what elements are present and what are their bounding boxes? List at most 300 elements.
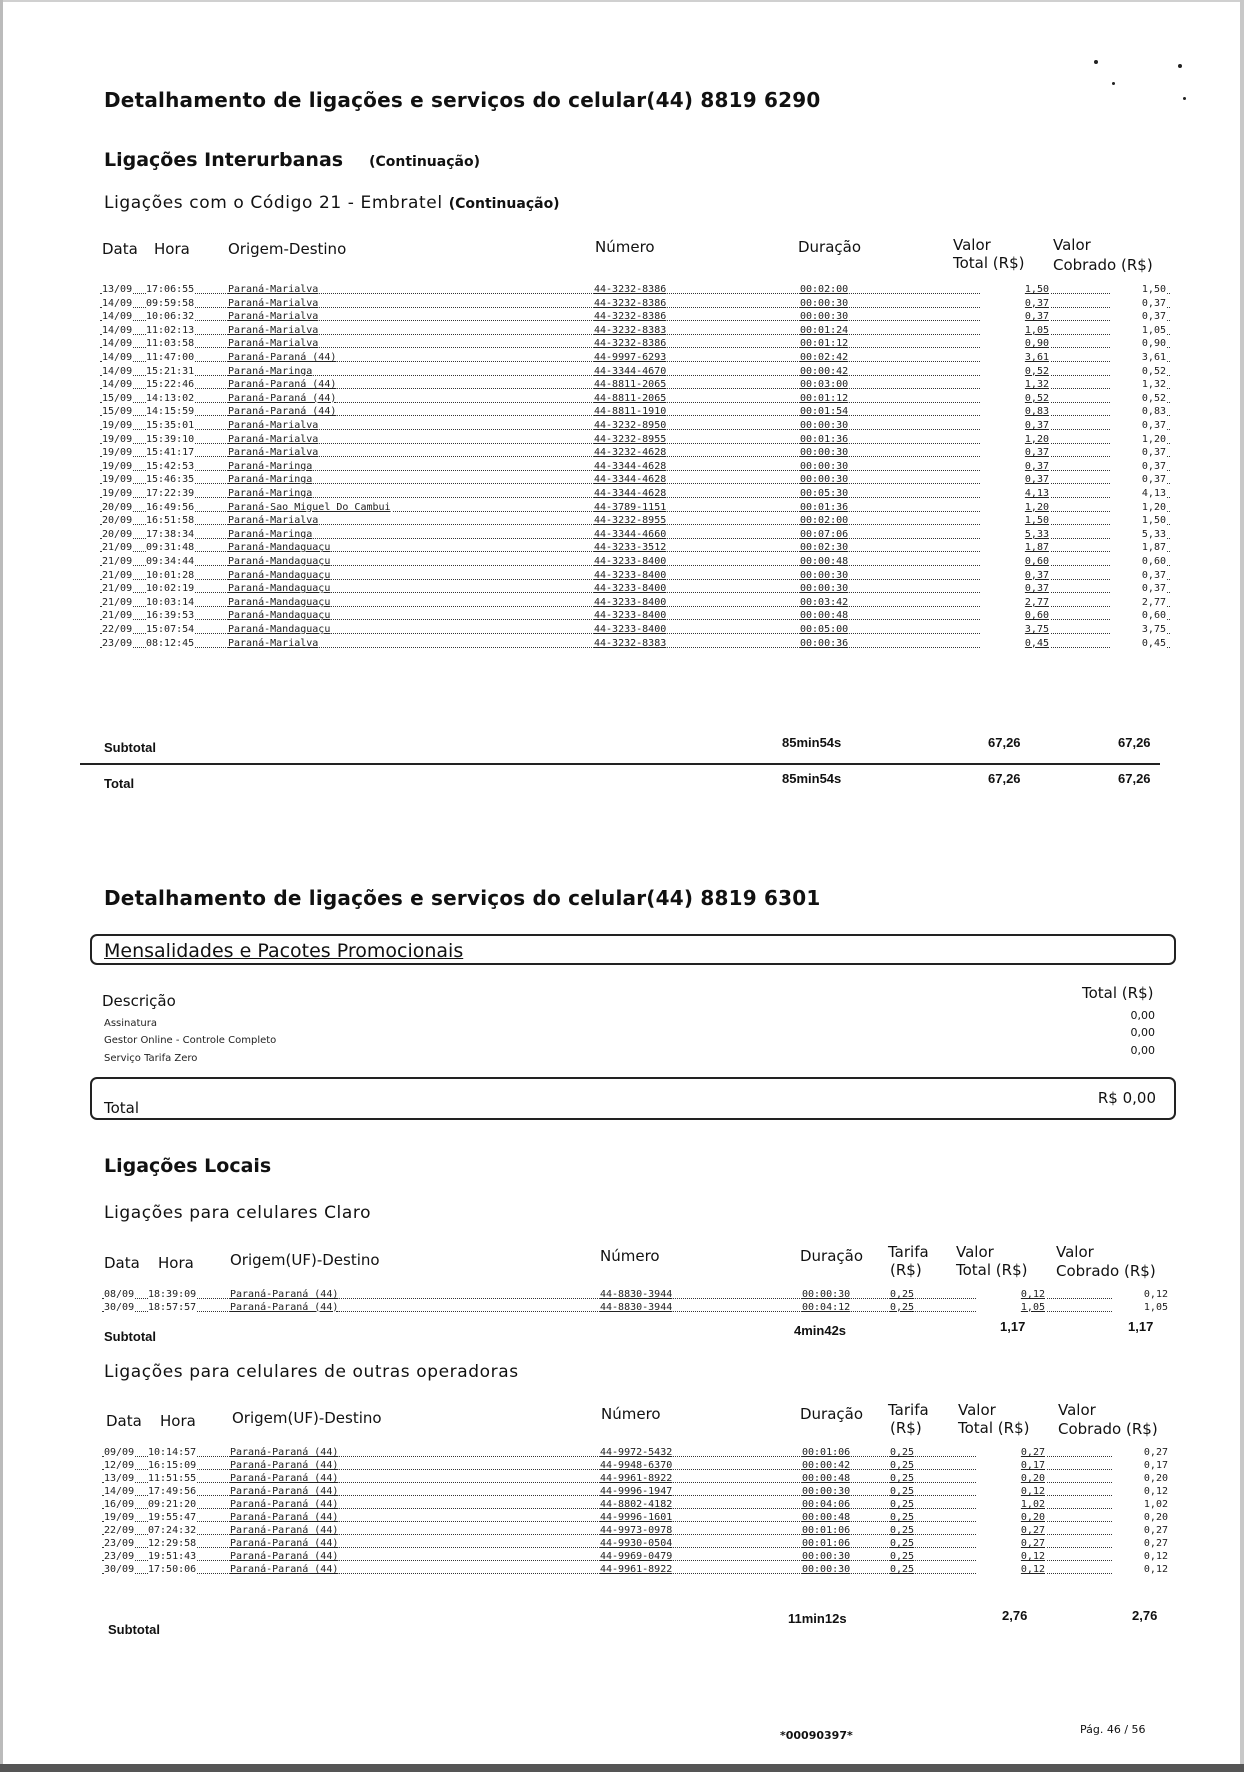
mensalidade-item-desc: Gestor Online - Controle Completo	[104, 1035, 277, 1046]
call-charged-value: 2,77	[1110, 596, 1167, 609]
call-row	[100, 419, 1170, 433]
call-origin-destination: Paraná-Mandaguaçu	[228, 583, 331, 595]
call-time: 11:02:13	[146, 324, 195, 336]
call-number: 44-3232-8955	[594, 433, 667, 445]
col-header-numero: Número	[601, 1405, 661, 1423]
call-total-value: 0,52	[980, 365, 1050, 378]
call-charged-value: 0,27	[1112, 1446, 1169, 1459]
call-origin-destination: Paraná-Marialva	[228, 433, 319, 445]
col-header-valor-total-2: Total (R$)	[953, 254, 1025, 272]
call-time: 18:39:09	[148, 1289, 197, 1300]
call-charged-value: 1,50	[1110, 283, 1167, 296]
call-date: 20/09	[102, 528, 133, 540]
call-date: 14/09	[102, 365, 133, 377]
col-header-hora: Hora	[154, 240, 190, 258]
call-charged-value: 4,13	[1110, 487, 1167, 500]
call-origin-destination: Paraná-Mandaguaçu	[228, 624, 331, 635]
section1-total-rule	[80, 763, 1160, 765]
claro-subtotal-label: Subtotal	[104, 1329, 156, 1344]
call-time: 14:13:02	[146, 392, 195, 404]
call-total-value: 0,52	[980, 392, 1050, 405]
call-origin-destination: Paraná-Marialva	[228, 297, 319, 309]
call-row	[100, 310, 1170, 324]
call-charged-value: 1,02	[1112, 1498, 1169, 1511]
call-number: 44-3232-8386	[594, 297, 667, 309]
call-charged-value: 0,37	[1110, 569, 1167, 582]
call-rate: 0,25	[890, 1473, 915, 1484]
call-origin-destination: Paraná-Mandaguaçu	[228, 556, 331, 567]
call-date: 14/09	[102, 311, 133, 323]
call-number: 44-9996-1601	[600, 1512, 673, 1523]
call-duration: 00:05:00	[800, 624, 849, 635]
call-total-value: 5,33	[980, 528, 1050, 541]
call-total-value: 0,12	[976, 1563, 1046, 1576]
call-number: 44-3344-4660	[594, 528, 667, 540]
call-rate: 0,25	[890, 1447, 915, 1458]
call-number: 44-3233-8400	[594, 556, 667, 567]
call-total-value: 3,75	[980, 623, 1050, 636]
scan-edge-top	[0, 0, 1244, 2]
call-time: 16:51:58	[146, 515, 195, 527]
call-date: 19/09	[102, 447, 133, 459]
call-duration: 00:03:00	[800, 379, 849, 391]
call-charged-value: 0,37	[1110, 460, 1167, 473]
call-row	[102, 1446, 1168, 1460]
call-time: 09:59:58	[146, 297, 195, 309]
call-origin-destination: Paraná-Maringa	[228, 474, 313, 486]
call-date: 14/09	[102, 297, 133, 309]
call-time: 11:03:58	[146, 338, 195, 350]
col-header-tarifa-1: Tarifa	[888, 1401, 929, 1419]
section1-group-text: Ligações com o Código 21 - Embratel	[104, 193, 443, 213]
call-origin-destination: Paraná-Marialva	[228, 284, 319, 295]
call-charged-value: 1,05	[1112, 1301, 1169, 1314]
call-row	[100, 487, 1170, 501]
call-charged-value: 1,20	[1110, 501, 1167, 514]
call-number: 44-8811-2065	[594, 379, 667, 391]
call-origin-destination: Paraná-Paraná (44)	[228, 352, 337, 363]
call-duration: 00:02:00	[800, 284, 849, 295]
call-charged-value: 1,87	[1110, 541, 1167, 554]
call-row	[102, 1485, 1168, 1499]
mensalidades-total-header: Total (R$)	[1082, 984, 1154, 1002]
call-number: 44-9961-8922	[600, 1564, 673, 1575]
call-row	[102, 1472, 1168, 1486]
call-origin-destination: Paraná-Paraná (44)	[230, 1460, 339, 1471]
call-number: 44-9930-0504	[600, 1538, 673, 1549]
call-total-value: 0,83	[980, 405, 1050, 418]
call-charged-value: 0,12	[1112, 1550, 1169, 1563]
call-charged-value: 0,27	[1112, 1537, 1169, 1550]
call-total-value: 0,20	[976, 1511, 1046, 1524]
col-header-valor-total-1: Valor	[953, 236, 991, 254]
call-number: 44-3233-8400	[594, 583, 667, 595]
call-number: 44-3233-8400	[594, 569, 667, 581]
call-time: 17:06:55	[146, 284, 195, 295]
col-header-valor-cobrado-1: Valor	[1058, 1401, 1096, 1419]
col-header-origem: Origem(UF)-Destino	[232, 1409, 382, 1427]
call-row	[102, 1550, 1168, 1564]
call-time: 10:02:19	[146, 583, 195, 595]
call-total-value: 0,12	[976, 1550, 1046, 1563]
call-time: 09:31:48	[146, 542, 195, 554]
call-total-value: 0,37	[980, 473, 1050, 486]
call-date: 08/09	[104, 1289, 135, 1300]
call-origin-destination: Paraná-Marialva	[228, 311, 319, 323]
call-number: 44-3232-8383	[594, 637, 667, 649]
call-charged-value: 0,37	[1110, 419, 1167, 432]
mensalidades-desc-header: Descrição	[102, 992, 176, 1010]
col-header-duracao: Duração	[800, 1247, 864, 1265]
call-rate: 0,25	[890, 1486, 915, 1497]
call-charged-value: 0,37	[1110, 446, 1167, 459]
col-header-valor-cobrado-1: Valor	[1056, 1243, 1094, 1261]
call-origin-destination: Paraná-Maringa	[228, 528, 313, 540]
scan-edge-bottom	[0, 1764, 1244, 1772]
mensalidades-box	[90, 934, 1176, 965]
call-total-value: 0,27	[976, 1524, 1046, 1537]
col-header-tarifa-1: Tarifa	[888, 1243, 929, 1261]
call-number: 44-8811-2065	[594, 392, 667, 404]
call-total-value: 1,32	[980, 378, 1050, 391]
call-charged-value: 0,52	[1110, 365, 1167, 378]
call-duration: 00:00:48	[802, 1473, 851, 1484]
call-duration: 00:00:30	[800, 474, 849, 486]
call-origin-destination: Paraná-Marialva	[228, 420, 319, 431]
scan-speck	[1112, 82, 1115, 85]
call-number: 44-3232-8950	[594, 420, 667, 431]
call-row	[100, 446, 1170, 460]
call-duration: 00:01:06	[802, 1447, 851, 1458]
call-row	[100, 378, 1170, 392]
call-charged-value: 0,37	[1110, 297, 1167, 310]
call-date: 30/09	[104, 1301, 135, 1313]
call-duration: 00:00:42	[800, 365, 849, 377]
section1-subtotal-valor-total: 67,26	[988, 735, 1021, 750]
call-duration: 00:01:06	[802, 1525, 851, 1536]
call-duration: 00:01:06	[802, 1538, 851, 1549]
call-origin-destination: Paraná-Sao Miguel Do Cambui	[228, 501, 391, 513]
call-date: 21/09	[102, 583, 133, 595]
scan-speck	[1183, 97, 1186, 100]
call-total-value: 0,27	[976, 1446, 1046, 1459]
call-charged-value: 5,33	[1110, 528, 1167, 541]
call-row	[100, 297, 1170, 311]
section1-total-duracao: 85min54s	[782, 771, 842, 786]
call-time: 12:29:58	[148, 1538, 197, 1549]
col-header-origem: Origem(UF)-Destino	[230, 1251, 380, 1269]
call-row	[100, 569, 1170, 583]
call-total-value: 0,20	[976, 1472, 1046, 1485]
call-duration: 00:00:30	[800, 297, 849, 309]
call-total-value: 0,60	[980, 555, 1050, 568]
call-date: 21/09	[102, 556, 133, 567]
call-total-value: 0,27	[976, 1537, 1046, 1550]
call-date: 21/09	[102, 610, 133, 622]
call-total-value: 3,61	[980, 351, 1050, 364]
call-time: 15:39:10	[146, 433, 195, 445]
call-origin-destination: Paraná-Marialva	[228, 637, 319, 649]
section1-title: Detalhamento de ligações e serviços do celular(44) 8819 6290	[104, 88, 821, 112]
call-row	[100, 324, 1170, 338]
call-duration: 00:01:54	[800, 406, 849, 418]
call-row	[100, 433, 1170, 447]
outras-subtotal-valor-cobrado: 2,76	[1132, 1608, 1158, 1623]
call-number: 44-8802-4182	[600, 1499, 673, 1510]
call-date: 12/09	[104, 1460, 135, 1471]
call-duration: 00:00:30	[800, 460, 849, 472]
call-rate: 0,25	[890, 1289, 915, 1300]
document-code: *00090397*	[780, 1729, 853, 1742]
call-date: 14/09	[102, 324, 133, 336]
call-duration: 00:00:30	[802, 1551, 851, 1562]
call-charged-value: 1,50	[1110, 514, 1167, 527]
call-date: 14/09	[104, 1486, 135, 1497]
call-total-value: 0,60	[980, 609, 1050, 622]
call-duration: 00:01:36	[800, 501, 849, 513]
col-header-data: Data	[104, 1254, 140, 1272]
call-time: 10:01:28	[146, 569, 195, 581]
call-date: 09/09	[104, 1447, 135, 1458]
call-total-value: 1,20	[980, 501, 1050, 514]
section3-title: Ligações Locais	[104, 1155, 272, 1177]
call-rate: 0,25	[890, 1460, 915, 1471]
call-charged-value: 0,20	[1112, 1511, 1169, 1524]
call-number: 44-3344-4628	[594, 488, 667, 499]
call-date: 16/09	[104, 1499, 135, 1510]
call-date: 15/09	[102, 392, 133, 404]
mensalidade-item-value: 0,00	[1130, 1044, 1155, 1057]
call-time: 16:39:53	[146, 610, 195, 622]
section1-total-valor-total: 67,26	[988, 771, 1021, 786]
call-duration: 00:04:12	[802, 1301, 851, 1313]
call-total-value: 0,37	[980, 446, 1050, 459]
call-duration: 00:00:48	[802, 1512, 851, 1523]
call-time: 17:22:39	[146, 488, 195, 499]
call-row	[100, 528, 1170, 542]
call-charged-value: 0,12	[1112, 1288, 1169, 1301]
call-rate: 0,25	[890, 1525, 915, 1536]
col-header-valor-cobrado-2: Cobrado (R$)	[1053, 256, 1153, 274]
call-rate: 0,25	[890, 1301, 915, 1313]
call-duration: 00:00:30	[802, 1486, 851, 1497]
call-origin-destination: Paraná-Paraná (44)	[230, 1512, 339, 1523]
call-row	[102, 1563, 1168, 1577]
call-number: 44-3232-8386	[594, 338, 667, 350]
call-origin-destination: Paraná-Paraná (44)	[230, 1301, 339, 1313]
call-time: 17:49:56	[148, 1486, 197, 1497]
call-date: 23/09	[102, 637, 133, 649]
call-charged-value: 0,37	[1110, 582, 1167, 595]
call-charged-value: 1,20	[1110, 433, 1167, 446]
call-time: 19:55:47	[148, 1512, 197, 1523]
scan-edge-left	[0, 0, 3, 1772]
section2-title: Detalhamento de ligações e serviços do celular(44) 8819 6301	[104, 886, 821, 910]
call-charged-value: 0,37	[1110, 473, 1167, 486]
call-time: 10:14:57	[148, 1447, 197, 1458]
call-duration: 00:00:30	[800, 447, 849, 459]
call-number: 44-3232-8386	[594, 311, 667, 323]
call-duration: 00:01:12	[800, 338, 849, 350]
call-origin-destination: Paraná-Marialva	[228, 338, 319, 350]
call-time: 17:38:34	[146, 528, 195, 540]
section1-group-cont: (Continuação)	[448, 196, 560, 212]
call-row	[100, 555, 1170, 569]
call-total-value: 0,12	[976, 1485, 1046, 1498]
mensalidade-item-desc: Serviço Tarifa Zero	[104, 1053, 198, 1064]
call-date: 23/09	[104, 1538, 135, 1549]
section1-subtotal-label: Subtotal	[104, 740, 156, 755]
col-header-data: Data	[106, 1412, 142, 1430]
call-charged-value: 0,60	[1110, 555, 1167, 568]
call-origin-destination: Paraná-Maringa	[228, 488, 313, 499]
call-number: 44-8811-1910	[594, 406, 667, 418]
call-row	[100, 460, 1170, 474]
call-total-value: 0,37	[980, 582, 1050, 595]
call-time: 15:35:01	[146, 420, 195, 431]
call-total-value: 0,37	[980, 310, 1050, 323]
call-charged-value: 3,61	[1110, 351, 1167, 364]
call-date: 30/09	[104, 1564, 135, 1575]
call-row	[100, 623, 1170, 637]
section1-group	[104, 193, 560, 213]
call-charged-value: 0,17	[1112, 1459, 1169, 1472]
call-total-value: 1,02	[976, 1498, 1046, 1511]
mensalidade-item-value: 0,00	[1130, 1026, 1155, 1039]
call-date: 19/09	[102, 474, 133, 486]
call-origin-destination: Paraná-Paraná (44)	[228, 406, 337, 418]
call-row	[102, 1459, 1168, 1473]
mensalidades-total-box	[90, 1077, 1176, 1120]
call-date: 14/09	[102, 379, 133, 391]
section1-subtitle	[104, 149, 480, 171]
call-total-value: 0,45	[980, 637, 1050, 650]
call-row	[100, 541, 1170, 555]
call-origin-destination: Paraná-Paraná (44)	[230, 1447, 339, 1458]
call-time: 15:46:35	[146, 474, 195, 486]
call-date: 19/09	[104, 1512, 135, 1523]
call-duration: 00:00:48	[800, 556, 849, 567]
call-total-value: 0,37	[980, 460, 1050, 473]
call-duration: 00:02:42	[800, 352, 849, 363]
call-origin-destination: Paraná-Marialva	[228, 447, 319, 459]
call-origin-destination: Paraná-Marialva	[228, 515, 319, 527]
call-charged-value: 1,32	[1110, 378, 1167, 391]
call-number: 44-3232-8955	[594, 515, 667, 527]
call-duration: 00:00:30	[800, 420, 849, 431]
call-charged-value: 0,12	[1112, 1485, 1169, 1498]
call-row	[100, 405, 1170, 419]
call-row	[100, 283, 1170, 297]
call-total-value: 0,90	[980, 337, 1050, 350]
call-date: 14/09	[102, 338, 133, 350]
scan-speck	[1094, 60, 1098, 64]
call-total-value: 0,37	[980, 419, 1050, 432]
call-charged-value: 0,90	[1110, 337, 1167, 350]
call-charged-value: 0,27	[1112, 1524, 1169, 1537]
call-charged-value: 0,12	[1112, 1563, 1169, 1576]
call-time: 07:24:32	[148, 1525, 197, 1536]
call-time: 15:22:46	[146, 379, 195, 391]
call-number: 44-9961-8922	[600, 1473, 673, 1484]
scan-speck	[1178, 64, 1182, 68]
call-date: 20/09	[102, 515, 133, 527]
call-number: 44-9969-0479	[600, 1551, 673, 1562]
call-total-value: 1,20	[980, 433, 1050, 446]
call-time: 10:03:14	[146, 596, 195, 608]
outras-subtotal-valor-total: 2,76	[1002, 1608, 1028, 1623]
call-date: 13/09	[104, 1473, 135, 1484]
call-duration: 00:00:30	[800, 569, 849, 581]
col-header-valor-cobrado-2: Cobrado (R$)	[1058, 1420, 1158, 1438]
call-origin-destination: Paraná-Paraná (44)	[230, 1525, 339, 1536]
call-date: 19/09	[102, 488, 133, 499]
call-duration: 00:00:30	[802, 1289, 851, 1300]
call-origin-destination: Paraná-Paraná (44)	[230, 1551, 339, 1562]
call-row	[100, 596, 1170, 610]
call-total-value: 4,13	[980, 487, 1050, 500]
col-header-origem: Origem-Destino	[228, 240, 347, 258]
call-date: 22/09	[104, 1525, 135, 1536]
call-total-value: 0,12	[976, 1288, 1046, 1301]
call-time: 15:07:54	[146, 624, 195, 635]
outras-subtotal-duracao: 11min12s	[788, 1611, 847, 1626]
call-duration: 00:00:30	[802, 1564, 851, 1575]
call-time: 11:47:00	[146, 352, 195, 363]
section1-subtitle-cont: (Continuação)	[369, 154, 480, 170]
section1-subtitle-text: Ligações Interurbanas	[104, 149, 344, 171]
col-header-tarifa-2: (R$)	[890, 1419, 922, 1437]
call-time: 09:21:20	[148, 1499, 197, 1510]
call-duration: 00:00:30	[800, 311, 849, 323]
call-total-value: 1,50	[980, 283, 1050, 296]
call-charged-value: 0,20	[1112, 1472, 1169, 1485]
call-origin-destination: Paraná-Paraná (44)	[228, 392, 337, 404]
call-time: 10:06:32	[146, 311, 195, 323]
call-duration: 00:05:30	[800, 488, 849, 499]
col-header-data: Data	[102, 240, 138, 258]
claro-group-title: Ligações para celulares Claro	[104, 1203, 372, 1223]
section1-subtotal-valor-cobrado: 67,26	[1118, 735, 1151, 750]
call-rate: 0,25	[890, 1512, 915, 1523]
call-number: 44-9973-0978	[600, 1525, 673, 1536]
col-header-valor-total-1: Valor	[956, 1243, 994, 1261]
mensalidades-total-value: R$ 0,00	[1097, 1089, 1156, 1107]
call-number: 44-9972-5432	[600, 1447, 673, 1458]
call-row	[102, 1524, 1168, 1538]
call-number: 44-9996-1947	[600, 1486, 673, 1497]
call-date: 20/09	[102, 501, 133, 513]
call-row	[100, 473, 1170, 487]
call-date: 19/09	[102, 420, 133, 431]
call-duration: 00:02:00	[800, 515, 849, 527]
claro-subtotal-valor-cobrado: 1,17	[1128, 1319, 1154, 1334]
call-date: 23/09	[104, 1551, 135, 1562]
col-header-duracao: Duração	[800, 1405, 864, 1423]
outras-group-title: Ligações para celulares de outras operadoras	[104, 1362, 519, 1382]
call-date: 21/09	[102, 596, 133, 608]
call-time: 16:15:09	[148, 1460, 197, 1471]
outras-subtotal-label: Subtotal	[108, 1622, 160, 1637]
call-row	[100, 392, 1170, 406]
call-origin-destination: Paraná-Maringa	[228, 460, 313, 472]
call-origin-destination: Paraná-Mandaguaçu	[228, 542, 331, 554]
mensalidades-total-label: Total	[104, 1099, 140, 1117]
call-duration: 00:03:42	[800, 596, 849, 608]
call-origin-destination: Paraná-Paraná (44)	[230, 1289, 339, 1300]
call-origin-destination: Paraná-Paraná (44)	[230, 1486, 339, 1497]
call-number: 44-9997-6293	[594, 352, 667, 363]
